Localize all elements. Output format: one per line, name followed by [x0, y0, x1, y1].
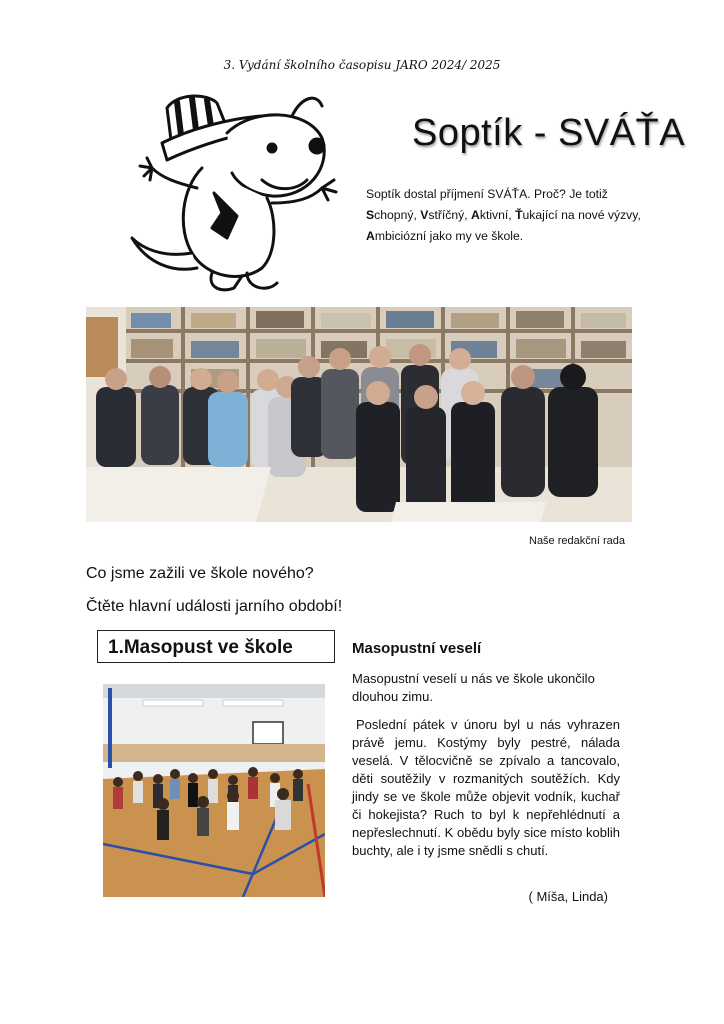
article-authors: ( Míša, Linda) — [528, 889, 608, 904]
intro-word-vstricny: stříčný, — [428, 208, 472, 222]
team-photo-caption: Naše redakční rada — [529, 535, 625, 547]
page-title: Soptík - SVÁŤA — [412, 112, 686, 154]
editorial-team-photo — [86, 307, 632, 522]
intro-initial-s: S — [366, 208, 375, 222]
carnival-gym-photo — [103, 684, 325, 897]
intro-initial-t: Ť — [515, 208, 523, 222]
intro-word-tukajici: ukající na nové výzvy, — [522, 208, 641, 222]
article-subheading: Masopustní veselí — [352, 640, 482, 657]
intro-initial-a2: A — [366, 229, 375, 243]
article-paragraph-1: Masopustní veselí u nás ve škole ukončilo dlouhou zimu. — [352, 671, 595, 704]
read-spring-events: Čtěte hlavní události jarního období! — [86, 598, 343, 615]
article-paragraph-2: Poslední pátek v únoru byl u nás vyhrazen právě jemu. Kostýmy byly pestré, nálada veselá. V tělocvičně se zpívalo a tancovalo, děti soutěžily v rozmanitých soutěžích. Kdy jindy se ve škole může objevit vodník, kuchař či hokejista? Ruch to byl k nepřehlédnutí a nepřeslechnutí. K obědu byly sice místo koblih buchty, ale i ty jsme snědli s chutí. — [352, 717, 620, 858]
intro-lead: Soptík dostal příjmení SVÁŤA. Proč? Je totiž — [366, 187, 608, 201]
issue-header: 3. Vydání školního časopisu JARO 2024/ 2025 — [223, 58, 501, 72]
section-title: 1.Masopust ve škole — [108, 637, 293, 658]
intro-word-schopny: chopný, — [374, 208, 421, 222]
mascot-illustration — [122, 88, 352, 303]
intro-word-ambiciozni: mbiciózní jako my ve škole. — [374, 229, 524, 243]
mascot-intro-text — [366, 184, 642, 247]
question-new-things: Co jsme zažili ve škole nového? — [86, 565, 314, 582]
intro-initial-a1: A — [471, 208, 480, 222]
intro-initial-v: V — [420, 208, 429, 222]
intro-word-aktivni: ktivní, — [479, 208, 516, 222]
